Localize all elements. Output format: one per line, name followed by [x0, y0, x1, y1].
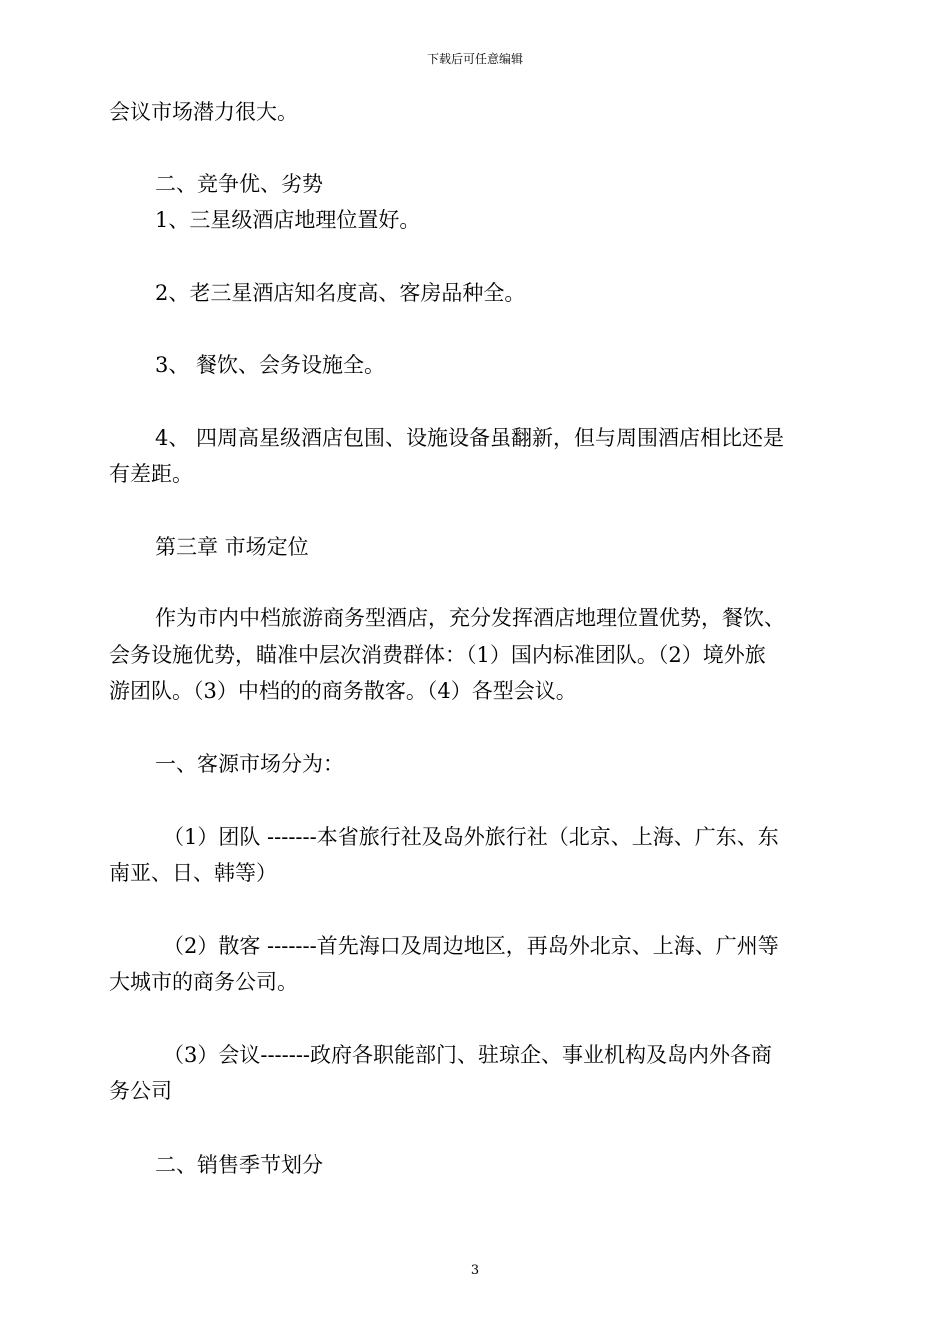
paragraph-line: 会务设施优势，瞄准中层次消费群体：（1）国内标准团队。（2）境外旅: [109, 643, 766, 667]
page-header: 下载后可任意编辑: [426, 52, 523, 66]
chapter-heading: 第三章 市场定位: [155, 535, 309, 559]
section-heading: 二、销售季节划分: [155, 1153, 323, 1177]
list-item: （2）散客 -------首先海口及周边地区，再岛外北京、上海、广州等: [163, 934, 779, 958]
paragraph-line: 有差距。: [109, 462, 193, 486]
list-item: （1）团队 -------本省旅行社及岛外旅行社（北京、上海、广东、东: [163, 825, 779, 849]
page-number: 3: [470, 1263, 480, 1278]
section-heading: 二、竞争优、劣势: [155, 172, 323, 196]
paragraph-line: 作为市内中档旅游商务型酒店，充分发挥酒店地理位置优势，餐饮、: [155, 606, 785, 630]
list-item: 2、老三星酒店知名度高、客房品种全。: [155, 281, 526, 305]
paragraph-line: 南亚、日、韩等）: [109, 861, 277, 885]
paragraph-line: 务公司: [109, 1079, 172, 1103]
list-item: 3、 餐饮、会务设施全。: [155, 353, 386, 377]
section-heading: 一、客源市场分为：: [155, 752, 344, 776]
paragraph-line: 会议市场潜力很大。: [109, 100, 298, 124]
list-item: （3）会议-------政府各职能部门、驻琼企、事业机构及岛内外各商: [163, 1043, 773, 1067]
paragraph-line: 游团队。（3）中档的的商务散客。（4）各型会议。: [109, 679, 577, 703]
list-item: 4、 四周高星级酒店包围、设施设备虽翻新，但与周围酒店相比还是: [155, 426, 785, 450]
list-item: 1、三星级酒店地理位置好。: [155, 208, 421, 232]
paragraph-line: 大城市的商务公司。: [109, 970, 298, 994]
